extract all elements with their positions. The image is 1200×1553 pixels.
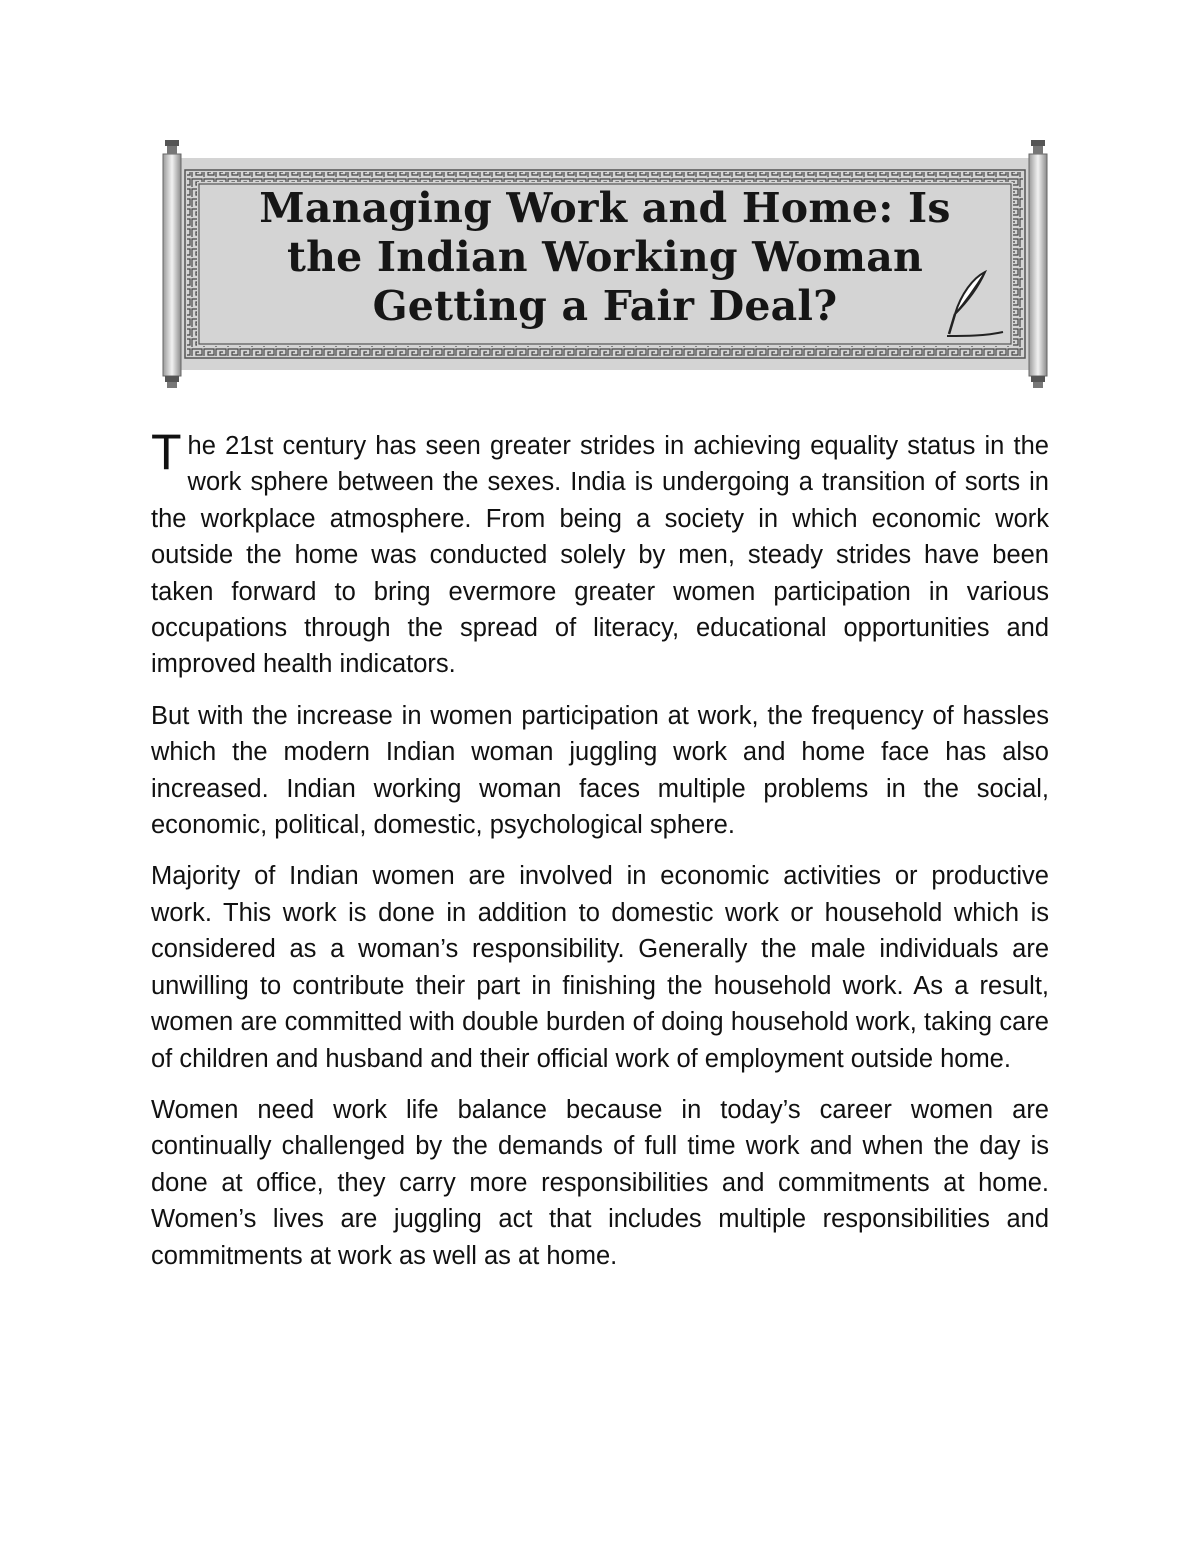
paragraph-4: Women need work life balance because in today’s career women are continually challenged by the demands of full time work and when the day is done at office, they carry more responsibilities and commitments at home. Women’s lives are juggling act that includes multiple responsibilities and commitments at work as well as at home. xyxy=(151,1095,1049,1270)
paragraph-1-text: he 21st century has seen greater strides in achieving equality status in the work sphere between the sexes. India is undergoing a transition of sorts in the workplace atmosphere. From being a society in which economic work outside the home was conducted solely by men, steady strides have been taken forward to bring evermore greater women participation in various occupations through the spread of literacy, educational opportunities and improved health indicators. xyxy=(151,432,1049,679)
article-body xyxy=(151,424,1049,1289)
paragraph-2: But with the increase in women participation at work, the frequency of hassles which the modern Indian woman juggling work and home face has also increased. Indian working woman faces multiple problems in the social, economic, political, domestic, psychological sphere. xyxy=(151,701,1049,840)
drop-cap: T xyxy=(151,424,182,480)
title-line-3: Getting a Fair Deal? xyxy=(372,282,838,330)
paragraph-1 xyxy=(151,424,1049,683)
title-banner-scroll xyxy=(155,138,1055,390)
title-line-1: Managing Work and Home: Is xyxy=(259,184,951,232)
page-title xyxy=(210,184,1000,331)
title-line-2: the Indian Working Woman xyxy=(287,233,923,281)
paragraph-3: Majority of Indian women are involved in economic activities or productive work. This work is done in addition to domestic work or household which is considered as a woman’s responsibility. Generally the male individuals are unwilling to contribute their part in finishing the household work. As a result, women are committed with double burden of doing household work, taking care of children and husband and their official work of employment outside home. xyxy=(151,862,1049,1073)
